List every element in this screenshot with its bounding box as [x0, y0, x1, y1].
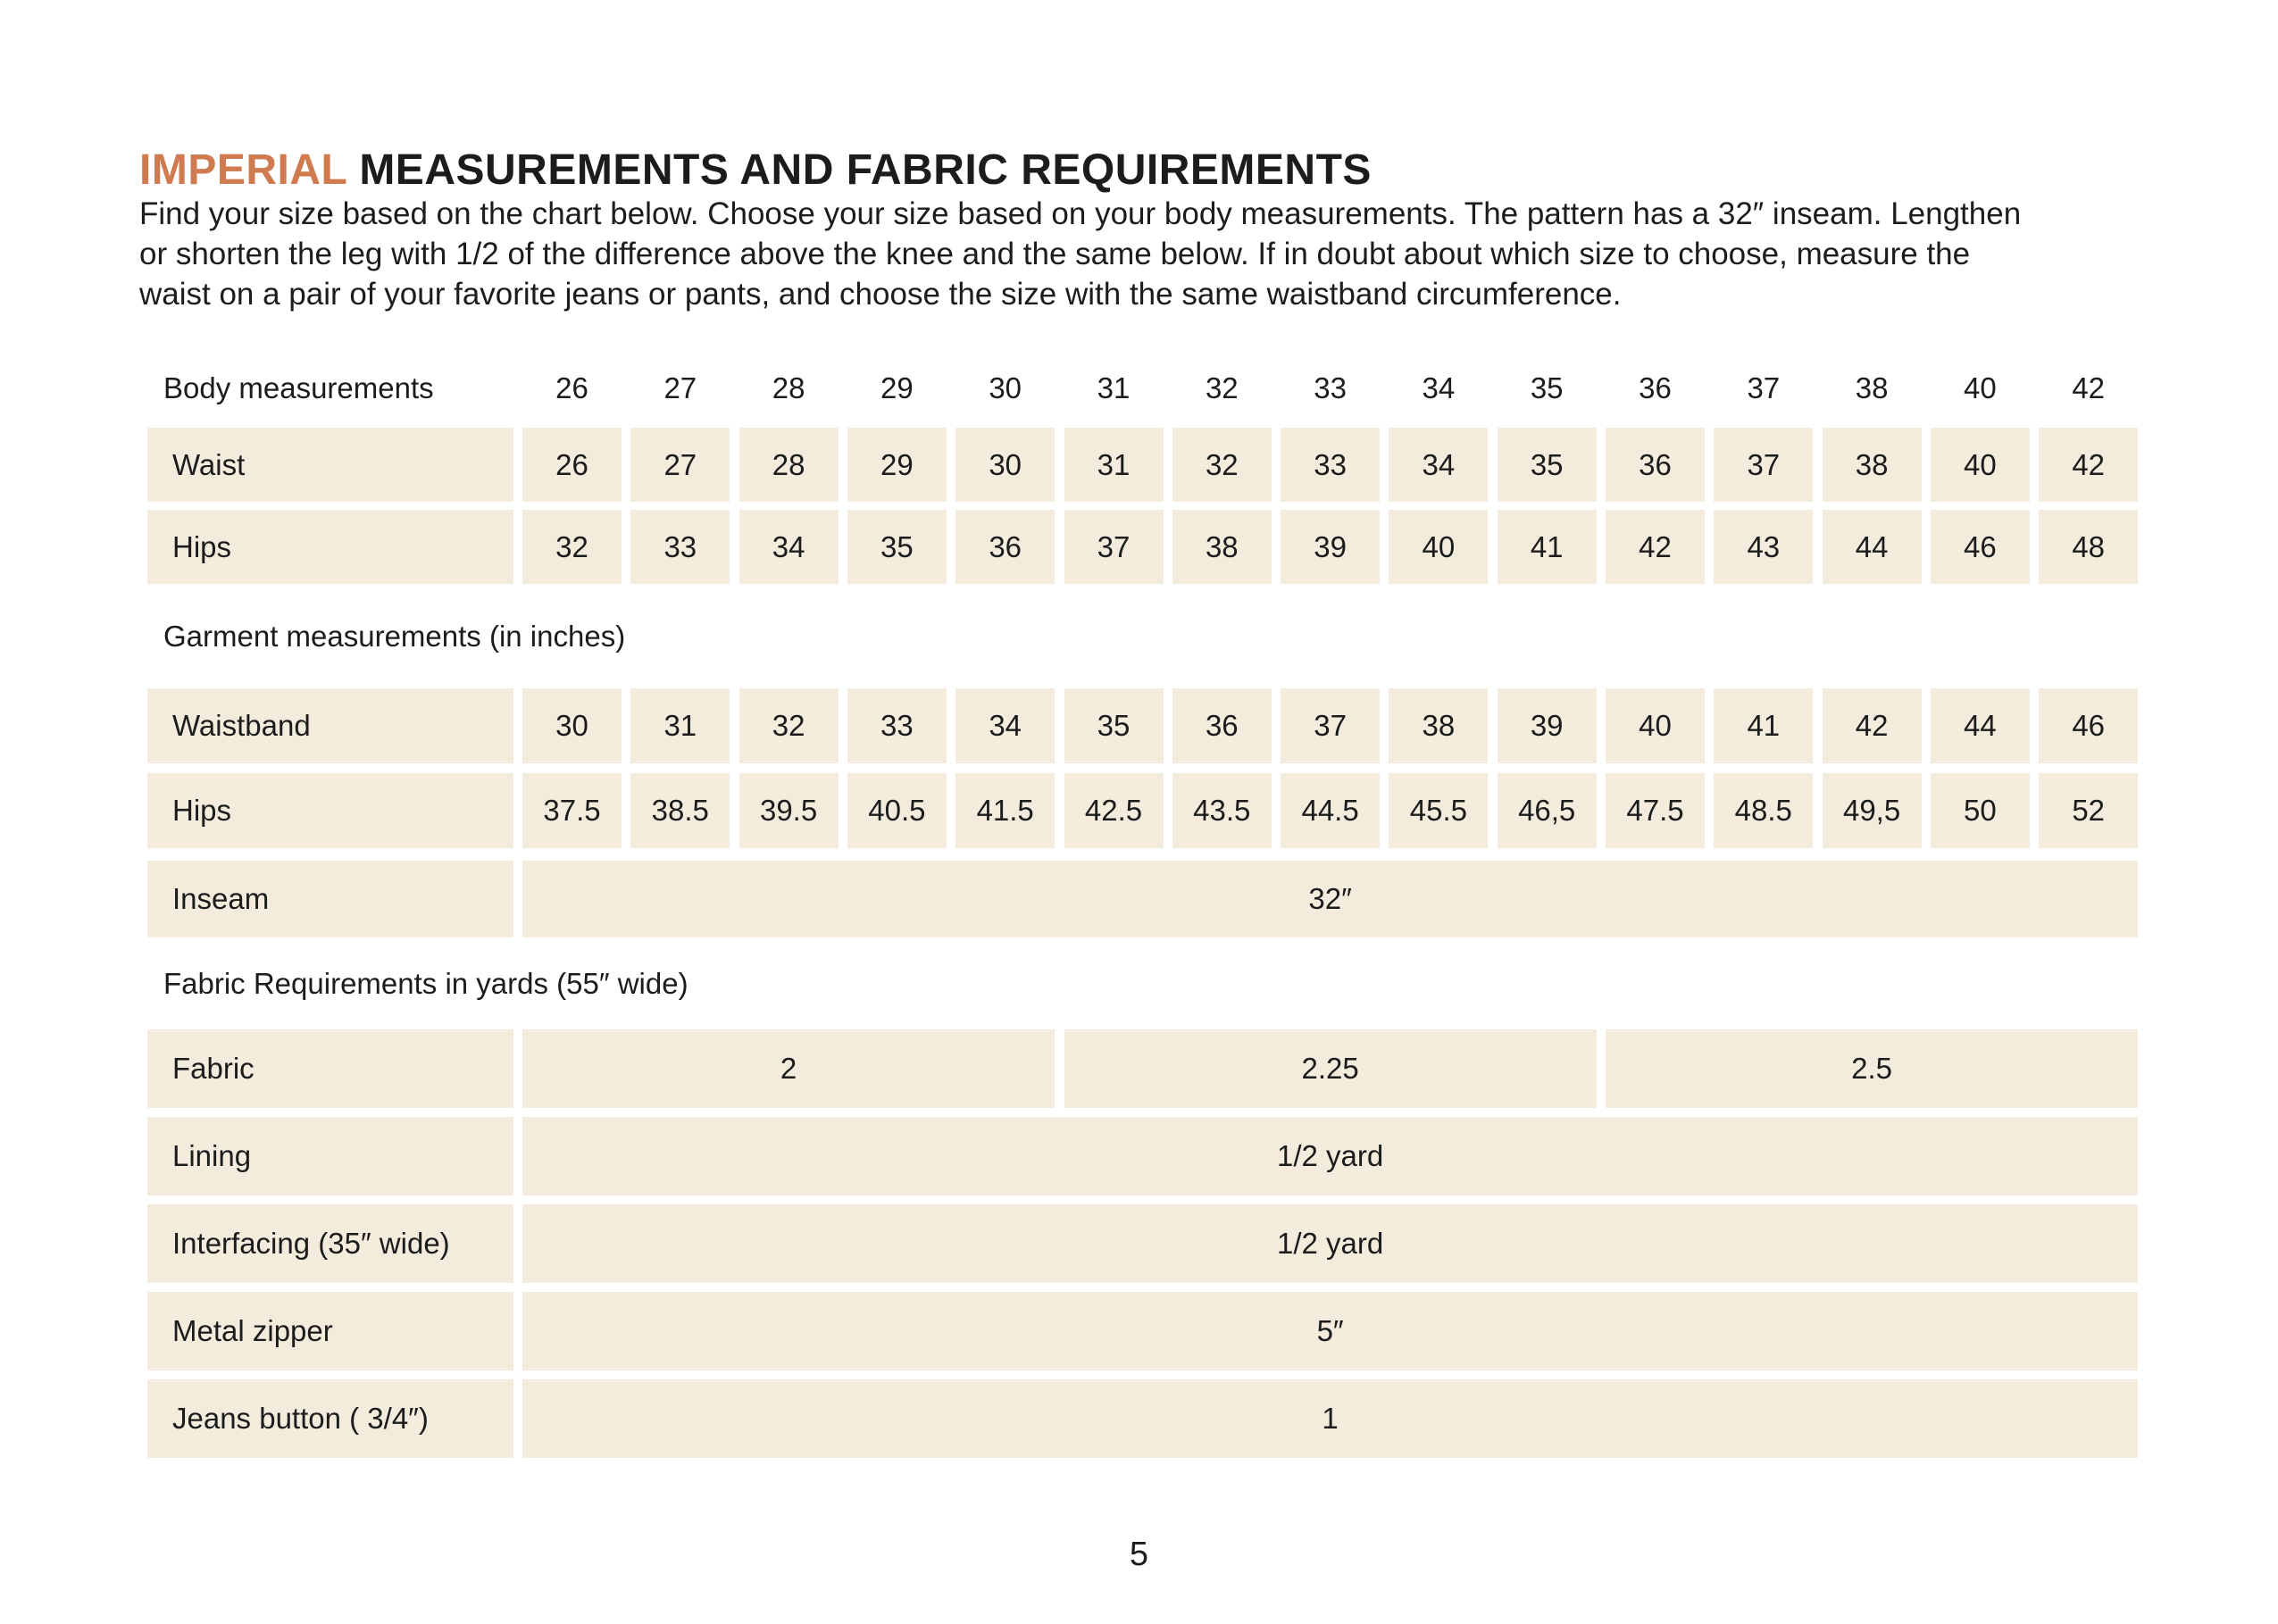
table-cell: 43 [1714, 510, 1813, 584]
table-cell: 34 [1389, 428, 1488, 502]
row-label: Inseam [147, 861, 513, 937]
table-cell: 42 [1606, 510, 1705, 584]
row-label: Lining [147, 1117, 513, 1195]
table-cell: 52 [2039, 773, 2138, 848]
table-cell: 38 [1172, 510, 1272, 584]
table-cell: 33 [1281, 428, 1380, 502]
span-value-cell: 5″ [522, 1292, 2138, 1370]
inseam-value-cell: 32″ [522, 861, 2138, 937]
table-cell: 50 [1931, 773, 2030, 848]
row-label: Metal zipper [147, 1292, 513, 1370]
table-cell: 46 [2039, 688, 2138, 763]
row-label: Jeans button ( 3/4″) [147, 1379, 513, 1458]
table-cell: 35 [1064, 688, 1164, 763]
table-cell: 33 [630, 510, 730, 584]
table-cell: 38 [1823, 428, 1922, 502]
table-cell: 38 [1389, 688, 1488, 763]
table-cell: 44 [1823, 510, 1922, 584]
intro-paragraph [139, 194, 2166, 314]
size-header-cell: 29 [880, 371, 914, 404]
size-header-cell: 30 [989, 371, 1022, 404]
size-header-cell: 35 [1530, 371, 1564, 404]
size-header-cell: 33 [1314, 371, 1347, 404]
row-label: Hips [147, 510, 513, 584]
size-header-cell: 32 [1205, 371, 1239, 404]
size-header-cell: 36 [1639, 371, 1672, 404]
title-accent: IMPERIAL [139, 146, 347, 194]
table-cell: 44 [1931, 688, 2030, 763]
row-label: Interfacing (35″ wide) [147, 1204, 513, 1283]
table-cell: 30 [522, 688, 622, 763]
table-cell: 46,5 [1498, 773, 1597, 848]
table-cell: 32 [1172, 428, 1272, 502]
row-label: Fabric [147, 1029, 513, 1108]
fabric-group-cell: 2.5 [1606, 1029, 2138, 1108]
size-header-cell: 26 [555, 371, 588, 404]
table-cell: 32 [522, 510, 622, 584]
span-value-cell: 1/2 yard [522, 1117, 2138, 1195]
table-cell: 41 [1714, 688, 1813, 763]
table-cell: 40 [1389, 510, 1488, 584]
table-cell: 39 [1281, 510, 1380, 584]
table-cell: 41.5 [955, 773, 1055, 848]
table-cell: 40 [1931, 428, 2030, 502]
table-cell: 41 [1498, 510, 1597, 584]
table-cell: 38.5 [630, 773, 730, 848]
table-cell: 46 [1931, 510, 2030, 584]
table-cell: 37 [1714, 428, 1813, 502]
size-header-cell: 40 [1964, 371, 1997, 404]
table-cell: 31 [1064, 428, 1164, 502]
row-label: Hips [147, 773, 513, 848]
table-cell: 37 [1064, 510, 1164, 584]
size-header-cell: 34 [1422, 371, 1456, 404]
table-cell: 36 [1172, 688, 1272, 763]
table-cell: 42 [1823, 688, 1922, 763]
table-cell: 27 [630, 428, 730, 502]
intro-line: waist on a pair of your favorite jeans or pants, and choose the size with the same waistband circumference. [139, 277, 1622, 312]
table-cell: 49,5 [1823, 773, 1922, 848]
table-cell: 39.5 [739, 773, 839, 848]
table-cell: 44.5 [1281, 773, 1380, 848]
fabric-group-cell: 2 [522, 1029, 1055, 1108]
table-cell: 33 [847, 688, 947, 763]
table-cell: 36 [955, 510, 1055, 584]
size-header-cell: 27 [663, 371, 697, 404]
table-cell: 31 [630, 688, 730, 763]
table-cell: 39 [1498, 688, 1597, 763]
table-cell: 32 [739, 688, 839, 763]
row-label: Waistband [147, 688, 513, 763]
size-header-cell: 31 [1097, 371, 1131, 404]
page-number: 5 [1129, 1536, 1149, 1573]
fabric-group-cell: 2.25 [1064, 1029, 1597, 1108]
table-cell: 29 [847, 428, 947, 502]
table-cell: 40 [1606, 688, 1705, 763]
size-header-cell: 37 [1747, 371, 1781, 404]
row-label: Waist [147, 428, 513, 502]
garment-measurements-heading: Garment measurements (in inches) [163, 620, 626, 653]
title-rest: MEASUREMENTS AND FABRIC REQUIREMENTS [359, 146, 1372, 194]
size-header-cell: 42 [2072, 371, 2106, 404]
table-cell: 42 [2039, 428, 2138, 502]
table-cell: 48.5 [1714, 773, 1813, 848]
table-cell: 37 [1281, 688, 1380, 763]
table-cell: 45.5 [1389, 773, 1488, 848]
table-cell: 28 [739, 428, 839, 502]
intro-line: or shorten the leg with 1/2 of the difference above the knee and the same below. If in doubt about which size to choose, measure the [139, 237, 1971, 271]
table-cell: 48 [2039, 510, 2138, 584]
body-measurements-header: Body measurements [163, 371, 434, 404]
table-cell: 35 [1498, 428, 1597, 502]
table-cell: 40.5 [847, 773, 947, 848]
intro-line: Find your size based on the chart below. Choose your size based on your body measurements. The pattern has a 32″ inseam. Lengthen [139, 196, 2022, 231]
span-value-cell: 1 [522, 1379, 2138, 1458]
table-cell: 37.5 [522, 773, 622, 848]
table-cell: 34 [739, 510, 839, 584]
table-cell: 36 [1606, 428, 1705, 502]
table-cell: 26 [522, 428, 622, 502]
table-cell: 30 [955, 428, 1055, 502]
span-value-cell: 1/2 yard [522, 1204, 2138, 1283]
table-cell: 43.5 [1172, 773, 1272, 848]
table-cell: 35 [847, 510, 947, 584]
table-cell: 47.5 [1606, 773, 1705, 848]
table-cell: 42.5 [1064, 773, 1164, 848]
size-header-cell: 28 [772, 371, 805, 404]
size-header-cell: 38 [1855, 371, 1889, 404]
page-title [139, 145, 1372, 196]
fabric-requirements-heading: Fabric Requirements in yards (55″ wide) [163, 967, 688, 1000]
table-cell: 34 [955, 688, 1055, 763]
